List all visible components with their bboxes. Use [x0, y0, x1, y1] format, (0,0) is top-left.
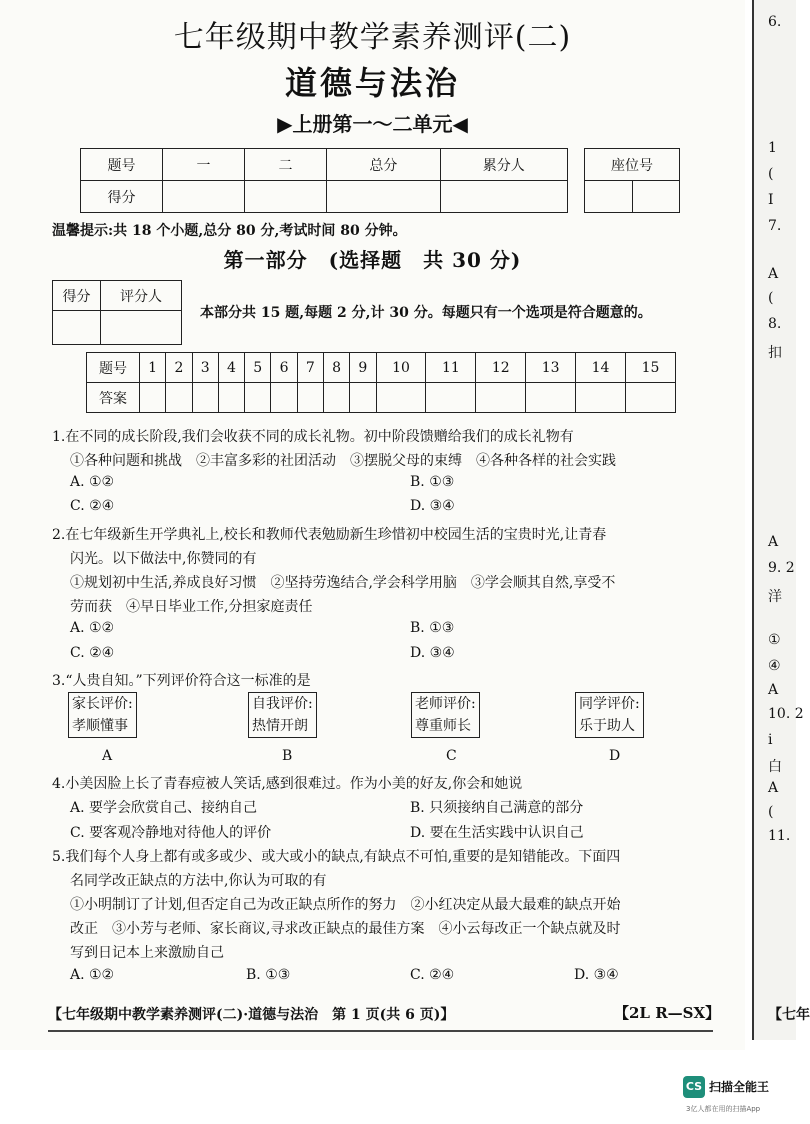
q3-letter-a: A: [102, 748, 113, 764]
seat-table: [584, 148, 680, 213]
q1-option-d: D. ③④: [410, 498, 455, 514]
answer-no-label: 题号: [87, 353, 140, 383]
q5-option-a: A. ①②: [70, 967, 115, 983]
score-header: 题号: [81, 149, 163, 181]
unit-range: ▶上册第一～二单元◀: [277, 112, 468, 136]
answer-cell: [526, 383, 576, 413]
q2-items-cont: 劳而获 ④早日毕业工作,分担家庭责任: [70, 599, 313, 615]
score-cell: [163, 181, 245, 213]
answer-number: 8: [323, 353, 349, 383]
strip-text: 7.: [768, 218, 782, 234]
strip-text: I: [768, 192, 774, 208]
box-value: 尊重师长: [415, 718, 471, 734]
q1-option-b: B. ①③: [410, 474, 455, 490]
q5-items-cont: 改正 ③小芳与老师、家长商议,寻求改正缺点的最佳方案 ④小云每改正一个缺点就及时: [70, 921, 621, 937]
score-header: 累分人: [440, 149, 567, 181]
grader-cell: [101, 311, 182, 345]
strip-text: ④: [768, 658, 781, 674]
q1-option-a: A. ①②: [70, 474, 115, 490]
box-label: 家长评价:: [72, 696, 133, 712]
answer-cell: [476, 383, 526, 413]
part1-note: 本部分共 15 题,每题 2 分,计 30 分。每题只有一个选项是符合题意的。: [200, 305, 652, 321]
answer-row-label: 答案: [87, 383, 140, 413]
score-row-label: 得分: [81, 181, 163, 213]
scanner-tagline: 3亿人都在用的扫描App: [686, 1105, 761, 1113]
strip-text: 【七年: [768, 1007, 810, 1023]
q4-option-b: B. 只须接纳自己满意的部分: [410, 800, 584, 816]
paper-code: 【2L R—SX】: [614, 1004, 721, 1022]
strip-text: A: [768, 534, 779, 550]
answer-number: 4: [218, 353, 244, 383]
grader-name-label: 评分人: [101, 281, 182, 311]
q4-option-d: D. 要在生活实践中认识自己: [410, 825, 584, 841]
q5-option-c: C. ②④: [410, 967, 455, 983]
q2-option-b: B. ①③: [410, 620, 455, 636]
answer-number: 2: [166, 353, 192, 383]
footer-divider: [48, 1030, 713, 1032]
score-cell: [440, 181, 567, 213]
strip-text: A: [768, 682, 779, 698]
q2-option-d: D. ③④: [410, 645, 455, 661]
strip-text: 10. 2: [768, 706, 804, 722]
seat-label: 座位号: [585, 149, 680, 181]
q3-letter-c: C: [446, 748, 457, 764]
q5-stem: 5.我们每个人身上都有或多或少、或大或小的缺点,有缺点不可怕,重要的是知错能改。下面四: [52, 849, 621, 865]
q3-stem: 3.“人贵自知。”下列评价符合这一标准的是: [52, 673, 311, 689]
answer-cell: [192, 383, 218, 413]
answer-number: 13: [526, 353, 576, 383]
answer-number: 5: [245, 353, 271, 383]
q1-items: ①各种问题和挑战 ②丰富多彩的社团活动 ③摆脱父母的束缚 ④各种各样的社会实践: [70, 453, 616, 469]
scanner-logo-icon: CS: [683, 1076, 705, 1098]
strip-text: ①: [768, 632, 781, 648]
strip-text: A: [768, 266, 779, 282]
strip-text: i: [768, 732, 773, 748]
answer-number: 10: [376, 353, 426, 383]
tip-text: 温馨提示:共 18 个小题,总分 80 分,考试时间 80 分钟。: [52, 223, 407, 239]
q5-items: ①小明制订了计划,但否定自己为改正缺点所作的努力 ②小红决定从最大最难的缺点开始: [70, 897, 621, 913]
q5-option-b: B. ①③: [246, 967, 291, 983]
answer-cell: [218, 383, 244, 413]
score-header: 总分: [327, 149, 441, 181]
strip-text: 9. 2: [768, 560, 795, 576]
q3-box-d: [575, 692, 644, 738]
answer-number: 7: [297, 353, 323, 383]
answer-cell: [245, 383, 271, 413]
scanner-name: 扫描全能王: [709, 1080, 770, 1094]
strip-text: 白: [768, 759, 782, 775]
q2-stem-cont: 闪光。以下做法中,你赞同的有: [70, 551, 257, 567]
page-footer: 【七年级期中教学素养测评(二)·道德与法治 第 1 页(共 6 页)】: [48, 1007, 455, 1023]
q3-letter-d: D: [609, 748, 621, 764]
box-label: 自我评价:: [252, 696, 313, 712]
part1-title: 第一部分 (选择题 共 30 分): [223, 248, 522, 272]
score-cell: [327, 181, 441, 213]
answer-number: 11: [426, 353, 476, 383]
q3-box-a: [68, 692, 137, 738]
answer-table: [86, 352, 676, 413]
answer-number: 9: [350, 353, 376, 383]
strip-text: 1: [768, 140, 777, 156]
answer-cell: [576, 383, 626, 413]
q3-box-c: [411, 692, 480, 738]
q4-option-a: A. 要学会欣赏自己、接纳自己: [70, 800, 258, 816]
q5-stem-cont: 名同学改正缺点的方法中,你认为可取的有: [70, 873, 327, 889]
answer-number: 1: [140, 353, 166, 383]
strip-text: 6.: [768, 14, 782, 30]
box-value: 孝顺懂事: [72, 718, 128, 734]
subject-title: 道德与法治: [284, 64, 460, 102]
q4-stem: 4.小美因脸上长了青春痘被人笑话,感到很难过。作为小美的好友,你会和她说: [52, 776, 523, 792]
grader-score-label: 得分: [53, 281, 101, 311]
strip-text: (: [768, 166, 774, 182]
box-value: 乐于助人: [579, 718, 635, 734]
q2-stem: 2.在七年级新生开学典礼上,校长和教师代表勉励新生珍惜初中校园生活的宝贵时光,让青春: [52, 527, 607, 543]
answer-number: 6: [271, 353, 297, 383]
box-label: 同学评价:: [579, 696, 640, 712]
strip-text: (: [768, 290, 774, 306]
q2-option-a: A. ①②: [70, 620, 115, 636]
score-header: 二: [245, 149, 327, 181]
grader-cell: [53, 311, 101, 345]
strip-text: 扣: [768, 345, 782, 361]
strip-text: 洋: [768, 589, 782, 605]
answer-cell: [625, 383, 675, 413]
exam-title: 七年级期中教学素养测评(二): [173, 20, 572, 55]
box-value: 热情开朗: [252, 718, 308, 734]
answer-number: 15: [625, 353, 675, 383]
strip-text: 11.: [768, 828, 791, 844]
answer-cell: [271, 383, 297, 413]
strip-text: A: [768, 780, 779, 796]
q1-option-c: C. ②④: [70, 498, 115, 514]
answer-number: 14: [576, 353, 626, 383]
score-cell: [245, 181, 327, 213]
score-table: [80, 148, 568, 213]
score-header: 一: [163, 149, 245, 181]
answer-cell: [140, 383, 166, 413]
answer-number: 12: [476, 353, 526, 383]
box-label: 老师评价:: [415, 696, 476, 712]
answer-cell: [323, 383, 349, 413]
seat-cell: [632, 181, 680, 213]
seat-cell: [585, 181, 633, 213]
grader-table: [52, 280, 182, 345]
q1-stem: 1.在不同的成长阶段,我们会收获不同的成长礼物。初中阶段馈赠给我们的成长礼物有: [52, 429, 574, 445]
answer-cell: [166, 383, 192, 413]
strip-text: 8.: [768, 316, 782, 332]
q4-option-c: C. 要客观冷静地对待他人的评价: [70, 825, 272, 841]
answer-cell: [376, 383, 426, 413]
q3-letter-b: B: [282, 748, 293, 764]
q5-option-d: D. ③④: [574, 967, 619, 983]
q2-items: ①规划初中生活,养成良好习惯 ②坚持劳逸结合,学会科学用脑 ③学会顺其自然,享受不: [70, 575, 616, 591]
q2-option-c: C. ②④: [70, 645, 115, 661]
answer-cell: [297, 383, 323, 413]
q5-items-end: 写到日记本上来激励自己: [70, 945, 224, 961]
answer-cell: [426, 383, 476, 413]
answer-number: 3: [192, 353, 218, 383]
q3-box-b: [248, 692, 317, 738]
strip-text: (: [768, 804, 774, 820]
answer-cell: [350, 383, 376, 413]
next-page-edge: [752, 0, 810, 1040]
